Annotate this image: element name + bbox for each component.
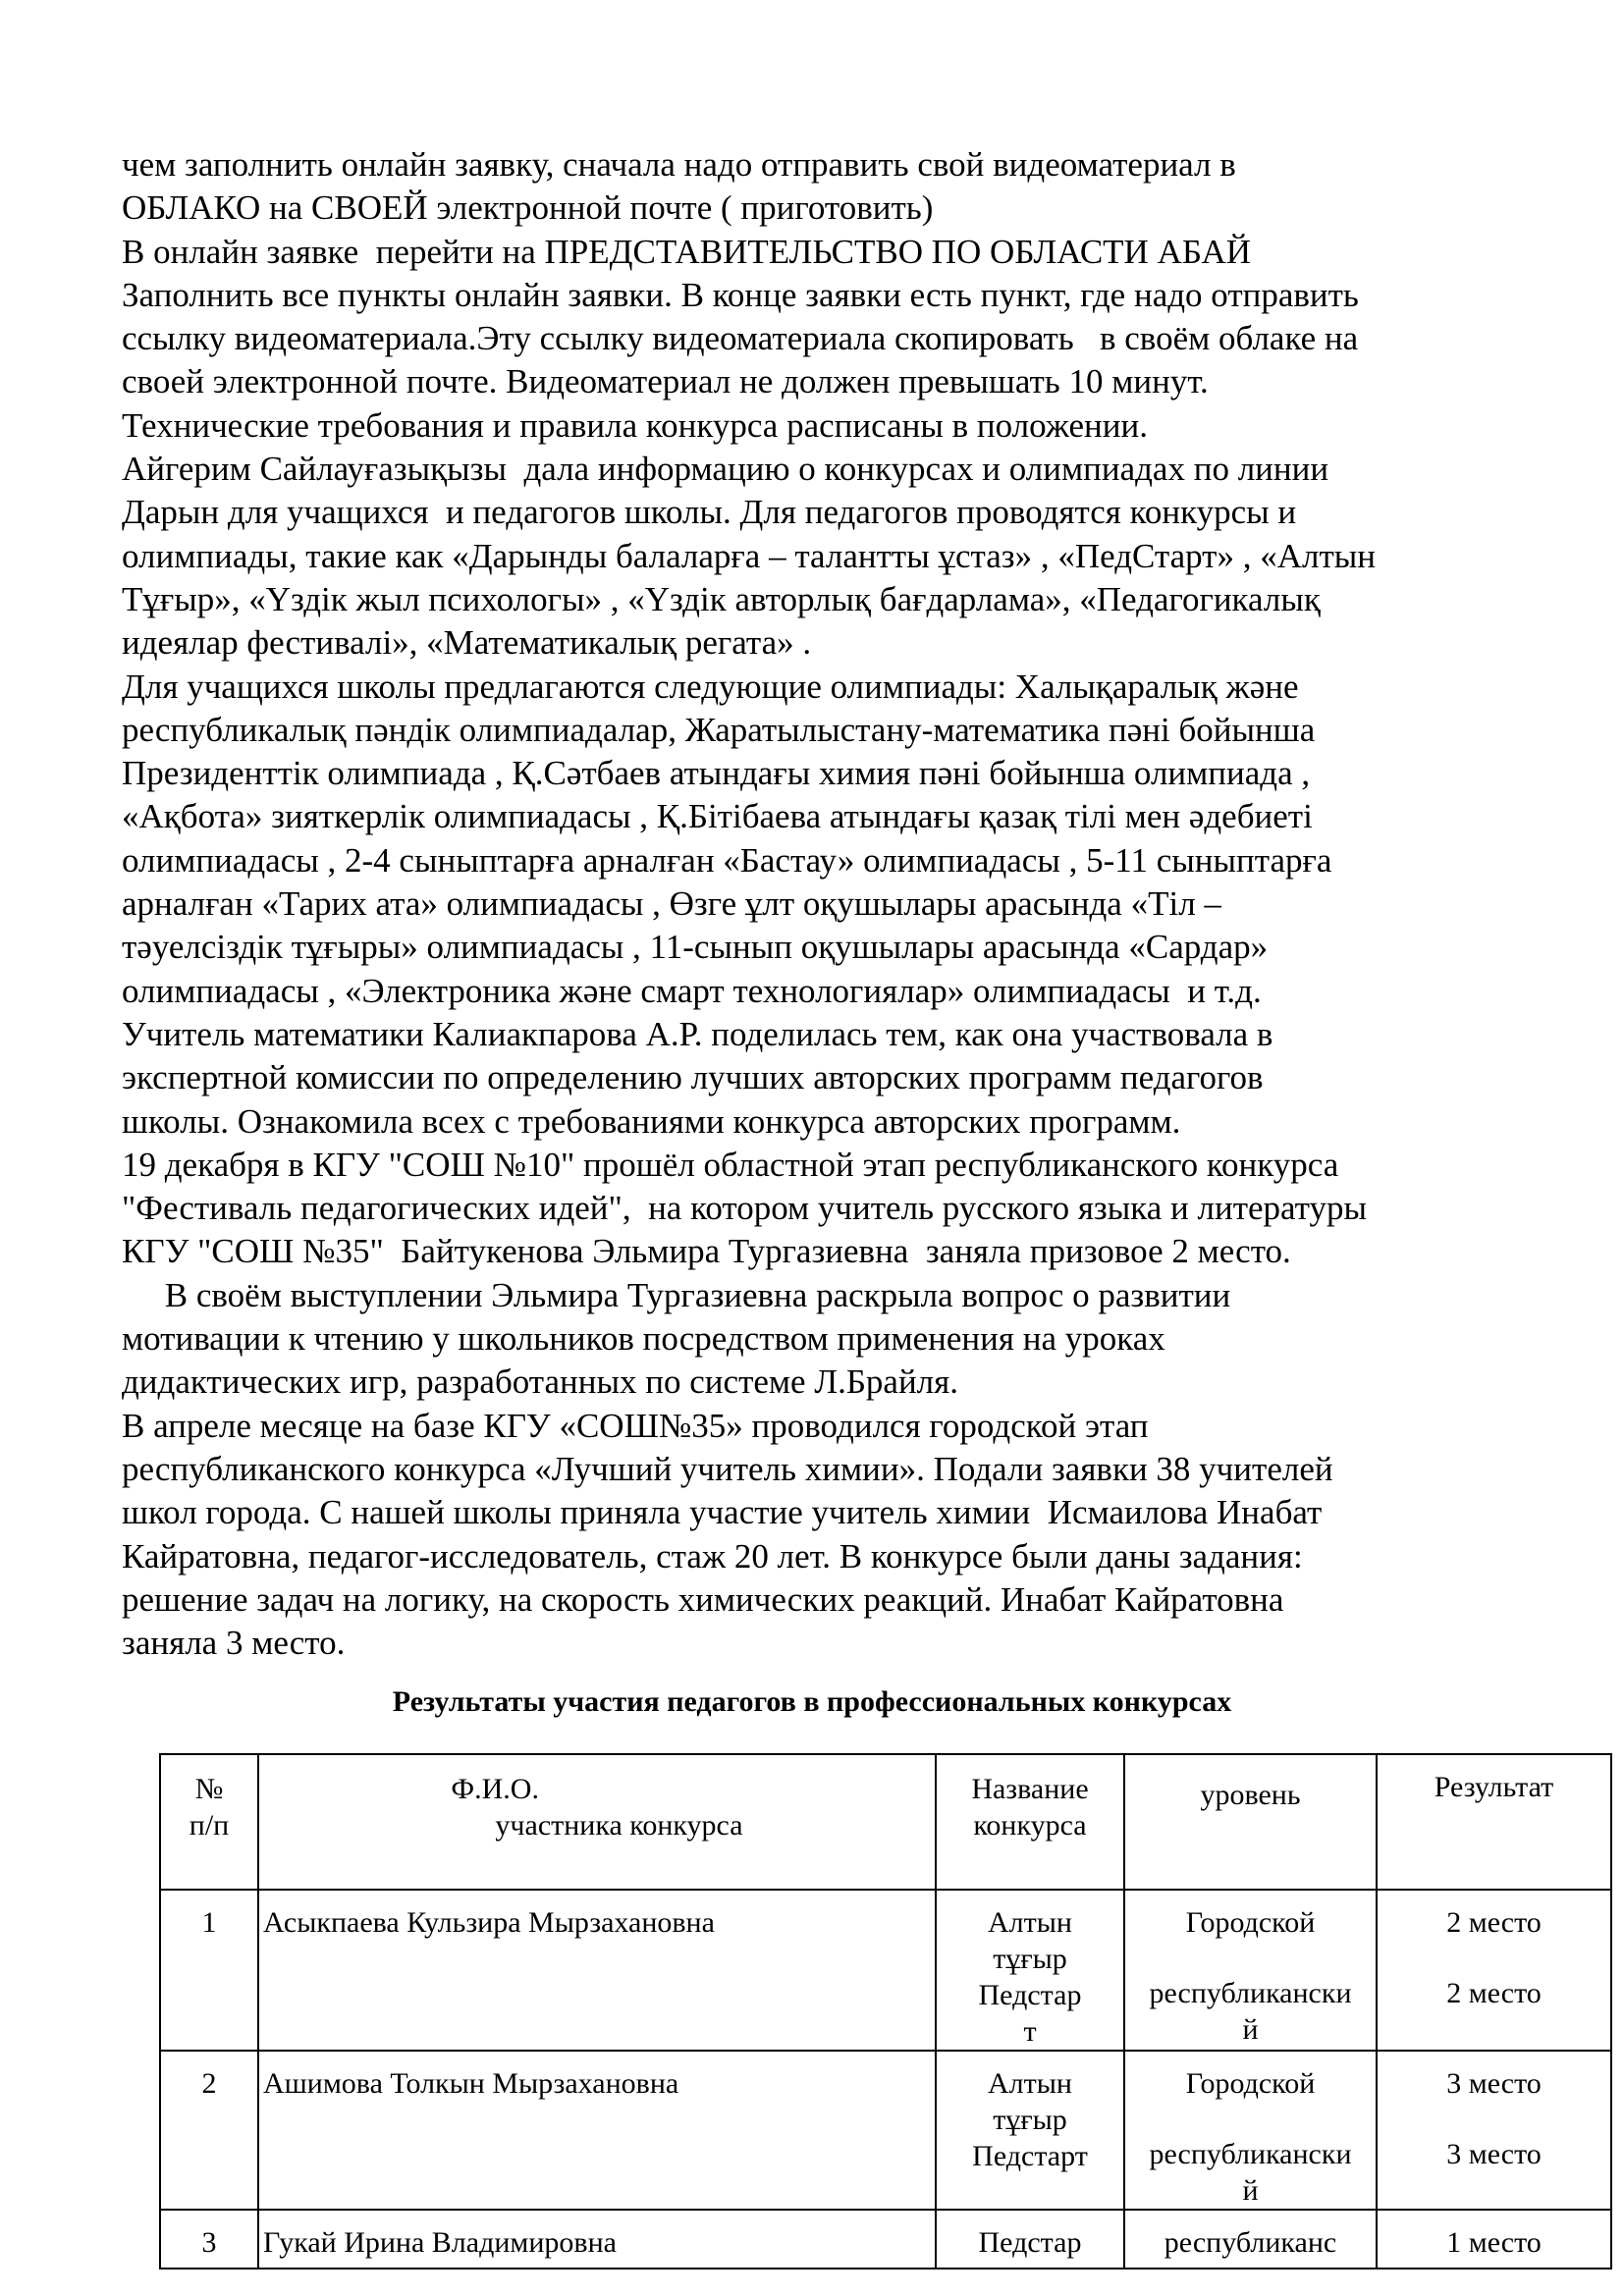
table-title: Результаты участия педагогов в профессиональных конкурсах: [392, 1685, 1232, 1718]
row-fio: Гукай Ирина Владимировна: [258, 2210, 936, 2269]
row-num: 3: [160, 2210, 258, 2269]
body-line: ссылку видеоматериала.Эту ссылку видеоматериала скопировать в своём облаке на: [122, 319, 1359, 358]
row-fio: Асыкпаева Кульзира Мырзахановна: [258, 1890, 936, 2051]
body-line: олимпиады, такие как «Дарынды балаларға – талантты ұстаз» , «ПедСтарт» , «Алтын: [122, 536, 1377, 575]
body-line: Учитель математики Калиакпарова А.Р. поделилась тем, как она участвовала в: [122, 1014, 1273, 1053]
row-competition: Алтын тұғыр Педстарт: [936, 2051, 1124, 2210]
row-fio: Ашимова Толкын Мырзахановна: [258, 2051, 936, 2210]
body-line: республикалық пәндік олимпиадалар, Жаратылыстану-математика пәні бойынша: [122, 710, 1316, 749]
body-line: тәуелсіздік тұғыры» олимпиадасы , 11-сынып оқушылары арасында «Сардар»: [122, 928, 1269, 967]
row-competition: Алтын тұғыр Педстар т: [936, 1890, 1124, 2051]
body-line: Заполнить все пункты онлайн заявки. В конце заявки есть пункт, где надо отправить: [122, 275, 1359, 314]
body-line: Президенттік олимпиада , Қ.Сәтбаев атындағы химия пәні бойынша олимпиада ,: [122, 754, 1311, 793]
body-line: школы. Ознакомила всех с требованиями конкурса авторских программ.: [122, 1101, 1181, 1141]
body-line: экспертной комиссии по определению лучших авторских программ педагогов: [122, 1058, 1264, 1097]
body-line: республиканского конкурса «Лучший учитель химии». Подали заявки 38 учителей: [122, 1449, 1333, 1488]
row-level: республиканс: [1124, 2210, 1377, 2269]
body-line: Дарын для учащихся и педагогов школы. Для педагогов проводятся конкурсы и: [122, 493, 1297, 532]
body-line: В апреле месяце на базе КГУ «СОШ№35» проводился городской этап: [122, 1406, 1149, 1445]
body-line: Для учащихся школы предлагаются следующие олимпиады: Халықаралық және: [122, 667, 1299, 706]
body-line: олимпиадасы , «Электроника және смарт технологиялар» олимпиадасы и т.д.: [122, 971, 1262, 1010]
table-header-row: [160, 1754, 1611, 1890]
body-line: идеялар фестивалі», «Математикалық регата» .: [122, 623, 812, 663]
body-line: олимпиадасы , 2-4 сыныптарға арналған «Бастау» олимпиадасы , 5-11 сыныптарға: [122, 840, 1332, 880]
body-line: заняла 3 место.: [122, 1624, 346, 1663]
body-line: чем заполнить онлайн заявку, сначала надо отправить свой видеоматериал в: [122, 145, 1236, 184]
body-text: [122, 143, 1536, 1665]
body-line: дидактических игр, разработанных по системе Л.Брайля.: [122, 1362, 958, 1402]
body-line: Айгерим Сайлауғазықызы дала информацию о конкурсах и олимпиадах по линии: [122, 450, 1329, 489]
body-line: В онлайн заявке перейти на ПРЕДСТАВИТЕЛЬСТВО ПО ОБЛАСТИ АБАЙ: [122, 232, 1252, 271]
body-line: ОБЛАКО на СВОЕЙ электронной почте ( приготовить): [122, 188, 934, 228]
row-level: Городской республикански й: [1124, 2051, 1377, 2210]
row-result: 1 место: [1377, 2210, 1611, 2269]
body-line: Кайратовна, педагог-исследователь, стаж 20 лет. В конкурсе были даны задания:: [122, 1536, 1303, 1575]
row-level: Городской республикански й: [1124, 1890, 1377, 2051]
header-level: уровень: [1124, 1754, 1377, 1890]
header-result: Результат: [1377, 1754, 1611, 1890]
body-line: своей электронной почте. Видеоматериал не должен превышать 10 минут.: [122, 362, 1209, 401]
header-fio: Ф.И.О. участника конкурса: [258, 1754, 936, 1890]
results-table: [159, 1753, 1612, 2269]
header-num: № п/п: [160, 1754, 258, 1890]
header-competition: Название конкурса: [936, 1754, 1124, 1890]
body-line: «Ақбота» зияткерлік олимпиадасы , Қ.Бітібаева атындағы қазақ тілі мен әдебиеті: [122, 797, 1313, 836]
row-result: 2 место 2 место: [1377, 1890, 1611, 2051]
body-line: арналған «Тарих ата» олимпиадасы , Өзге ұлт оқушылары арасында «Тіл –: [122, 884, 1221, 924]
row-competition: Педстар: [936, 2210, 1124, 2269]
body-line: В своём выступлении Эльмира Тургазиевна раскрыла вопрос о развитии: [122, 1275, 1231, 1314]
body-line: мотивации к чтению у школьников посредством применения на уроках: [122, 1319, 1165, 1359]
body-line: "Фестиваль педагогических идей", на котором учитель русского языка и литературы: [122, 1189, 1368, 1228]
row-result: 3 место 3 место: [1377, 2051, 1611, 2210]
table-row: [160, 2051, 1611, 2210]
body-line: решение задач на логику, на скорость химических реакций. Инабат Кайратовна: [122, 1579, 1284, 1619]
body-line: КГУ "СОШ №35" Байтукенова Эльмира Тургазиевна заняла призовое 2 место.: [122, 1232, 1291, 1271]
body-line: школ города. С нашей школы приняла участие учитель химии Исмаилова Инабат: [122, 1493, 1323, 1532]
row-num: 2: [160, 2051, 258, 2210]
body-line: 19 декабря в КГУ "СОШ №10" прошёл областной этап республиканского конкурса: [122, 1145, 1339, 1184]
table-row: [160, 2210, 1611, 2269]
body-line: Технические требования и правила конкурса расписаны в положении.: [122, 405, 1148, 445]
row-num: 1: [160, 1890, 258, 2051]
table-row: [160, 1890, 1611, 2051]
body-line: Тұғыр», «Үздік жыл психологы» , «Үздік авторлық бағдарлама», «Педагогикалық: [122, 579, 1321, 618]
